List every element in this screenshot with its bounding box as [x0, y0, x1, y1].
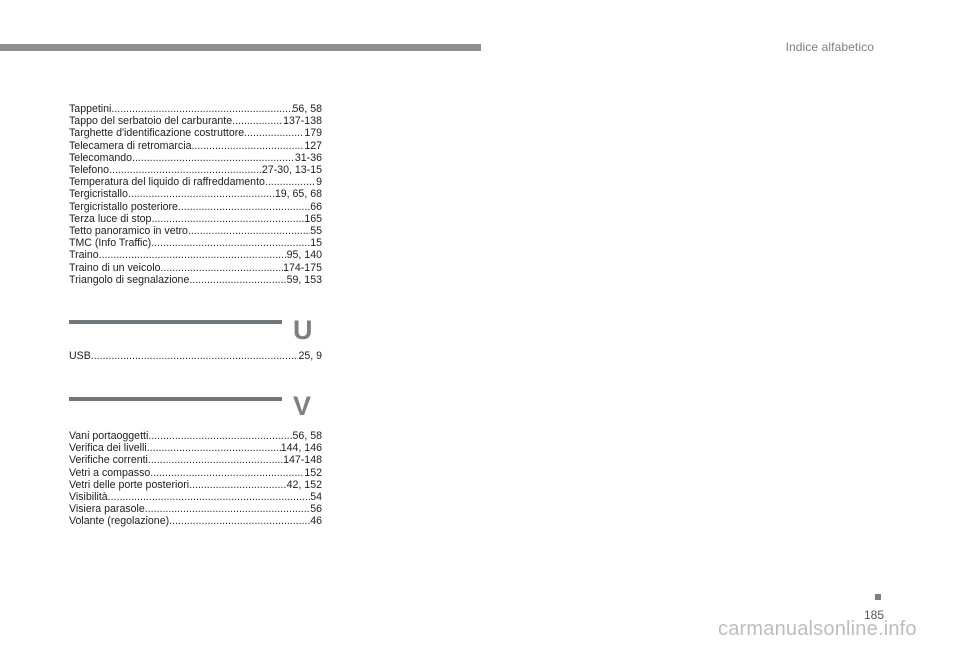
entry-name: Visiera parasole	[69, 503, 145, 516]
entry-name: Tappetini	[69, 103, 112, 115]
index-entry	[69, 467, 322, 479]
entry-name: Traino	[69, 249, 99, 262]
entry-pages: 144, 146	[280, 442, 322, 455]
index-entry	[69, 491, 322, 503]
leader-dots	[151, 237, 310, 249]
entry-pages: 56, 58	[292, 103, 322, 115]
leader-dots	[150, 467, 304, 479]
watermark-text: carmanualsonline.info	[718, 618, 917, 640]
entry-name: Terza luce di stop	[69, 212, 152, 225]
entry-pages: 19, 65, 68	[274, 188, 322, 201]
leader-dots	[265, 176, 316, 188]
header-bar	[0, 44, 481, 51]
entry-name: USB	[69, 350, 91, 362]
index-entry	[69, 237, 322, 249]
leader-dots	[160, 262, 283, 274]
leader-dots	[128, 188, 275, 200]
leader-dots	[148, 430, 292, 442]
index-entry	[69, 152, 322, 164]
leader-dots	[109, 164, 262, 176]
leader-dots	[188, 225, 310, 237]
leader-dots	[169, 515, 310, 527]
entry-pages: 95, 140	[286, 249, 322, 262]
leader-dots	[178, 201, 310, 213]
entry-name: Tappo del serbatoio del carburante	[69, 115, 233, 128]
entry-name: Tergicristallo	[69, 188, 128, 201]
section-letter-u: U	[293, 315, 313, 345]
entry-name: Verifiche correnti	[69, 454, 148, 467]
entry-pages: 55	[310, 225, 322, 238]
leader-dots	[145, 503, 310, 515]
entry-pages: 42, 152	[286, 478, 322, 491]
entry-name: Vetri a compasso	[69, 466, 151, 479]
entry-pages: 174-175	[283, 261, 322, 274]
entry-name: Volante (regolazione)	[69, 515, 170, 528]
entry-pages: 137-138	[283, 115, 322, 128]
index-entry	[69, 213, 322, 225]
entry-pages: 31-36	[294, 151, 322, 164]
entry-name: Vetri delle porte posteriori	[69, 478, 190, 491]
entry-pages: 179	[304, 127, 322, 140]
index-list-u	[69, 350, 322, 362]
index-entry	[69, 115, 322, 127]
index-entry	[69, 454, 322, 466]
entry-pages: 9	[316, 176, 322, 189]
section-letter-v: V	[293, 391, 312, 421]
index-entry	[69, 140, 322, 152]
section-title: Indice alfabetico	[785, 40, 874, 54]
entry-pages: 152	[304, 466, 322, 479]
leader-dots	[232, 115, 283, 127]
index-entry	[69, 479, 322, 491]
leader-dots	[189, 274, 286, 286]
entry-pages: 25, 9	[298, 350, 322, 362]
index-entry	[69, 176, 322, 188]
leader-dots	[99, 249, 287, 261]
page-marker-square	[875, 594, 881, 600]
entry-name: Verifica dei livelli	[69, 442, 147, 455]
index-entry	[69, 350, 322, 362]
index-entry	[69, 442, 322, 454]
index-list-t	[69, 103, 322, 286]
index-entry	[69, 188, 322, 200]
entry-pages: 56	[310, 503, 322, 516]
leader-dots	[132, 152, 295, 164]
entry-name: Targhette d'identificazione costruttore	[69, 127, 245, 140]
index-entry	[69, 201, 322, 213]
entry-name: Temperatura del liquido di raffreddamento	[69, 176, 265, 189]
entry-name: Telecamera di retromarcia	[69, 139, 192, 152]
entry-pages: 147-148	[283, 454, 322, 467]
entry-pages: 15	[310, 237, 322, 250]
entry-pages: 59, 153	[286, 273, 322, 286]
entry-name: TMC (Info Traffic)	[69, 237, 152, 250]
entry-pages: 66	[310, 200, 322, 213]
index-entry	[69, 127, 322, 139]
page-number: 185	[864, 608, 885, 622]
leader-dots	[151, 213, 304, 225]
index-entry	[69, 225, 322, 237]
index-entry	[69, 515, 322, 527]
letter-divider-v	[69, 397, 282, 401]
leader-dots	[148, 454, 283, 466]
index-entry	[69, 430, 322, 442]
entry-pages: 27-30, 13-15	[261, 164, 322, 177]
entry-name: Tetto panoramico in vetro	[69, 225, 188, 238]
leader-dots	[108, 491, 311, 503]
entry-name: Telefono	[69, 164, 110, 177]
leader-dots	[147, 442, 281, 454]
entry-pages: 46	[310, 515, 322, 528]
entry-pages: 165	[304, 212, 322, 225]
entry-name: Tergicristallo posteriore	[69, 200, 178, 213]
leader-dots	[189, 479, 287, 491]
index-entry	[69, 274, 322, 286]
entry-name: Visibilità	[69, 491, 108, 504]
index-entry	[69, 249, 322, 261]
index-entry	[69, 103, 322, 115]
leader-dots	[111, 103, 292, 115]
entry-name: Triangolo di segnalazione	[69, 273, 190, 286]
entry-name: Vani portaoggetti	[69, 430, 149, 442]
entry-pages: 56, 58	[292, 430, 322, 442]
index-list-v	[69, 430, 322, 528]
entry-name: Telecomando	[69, 151, 133, 164]
index-entry	[69, 503, 322, 515]
entry-pages: 127	[304, 139, 322, 152]
leader-dots	[91, 350, 299, 362]
letter-divider-u	[69, 320, 282, 324]
leader-dots	[191, 140, 304, 152]
entry-name: Traino di un veicolo	[69, 261, 161, 274]
entry-pages: 54	[310, 491, 322, 504]
leader-dots	[244, 127, 304, 139]
index-entry	[69, 262, 322, 274]
index-entry	[69, 164, 322, 176]
